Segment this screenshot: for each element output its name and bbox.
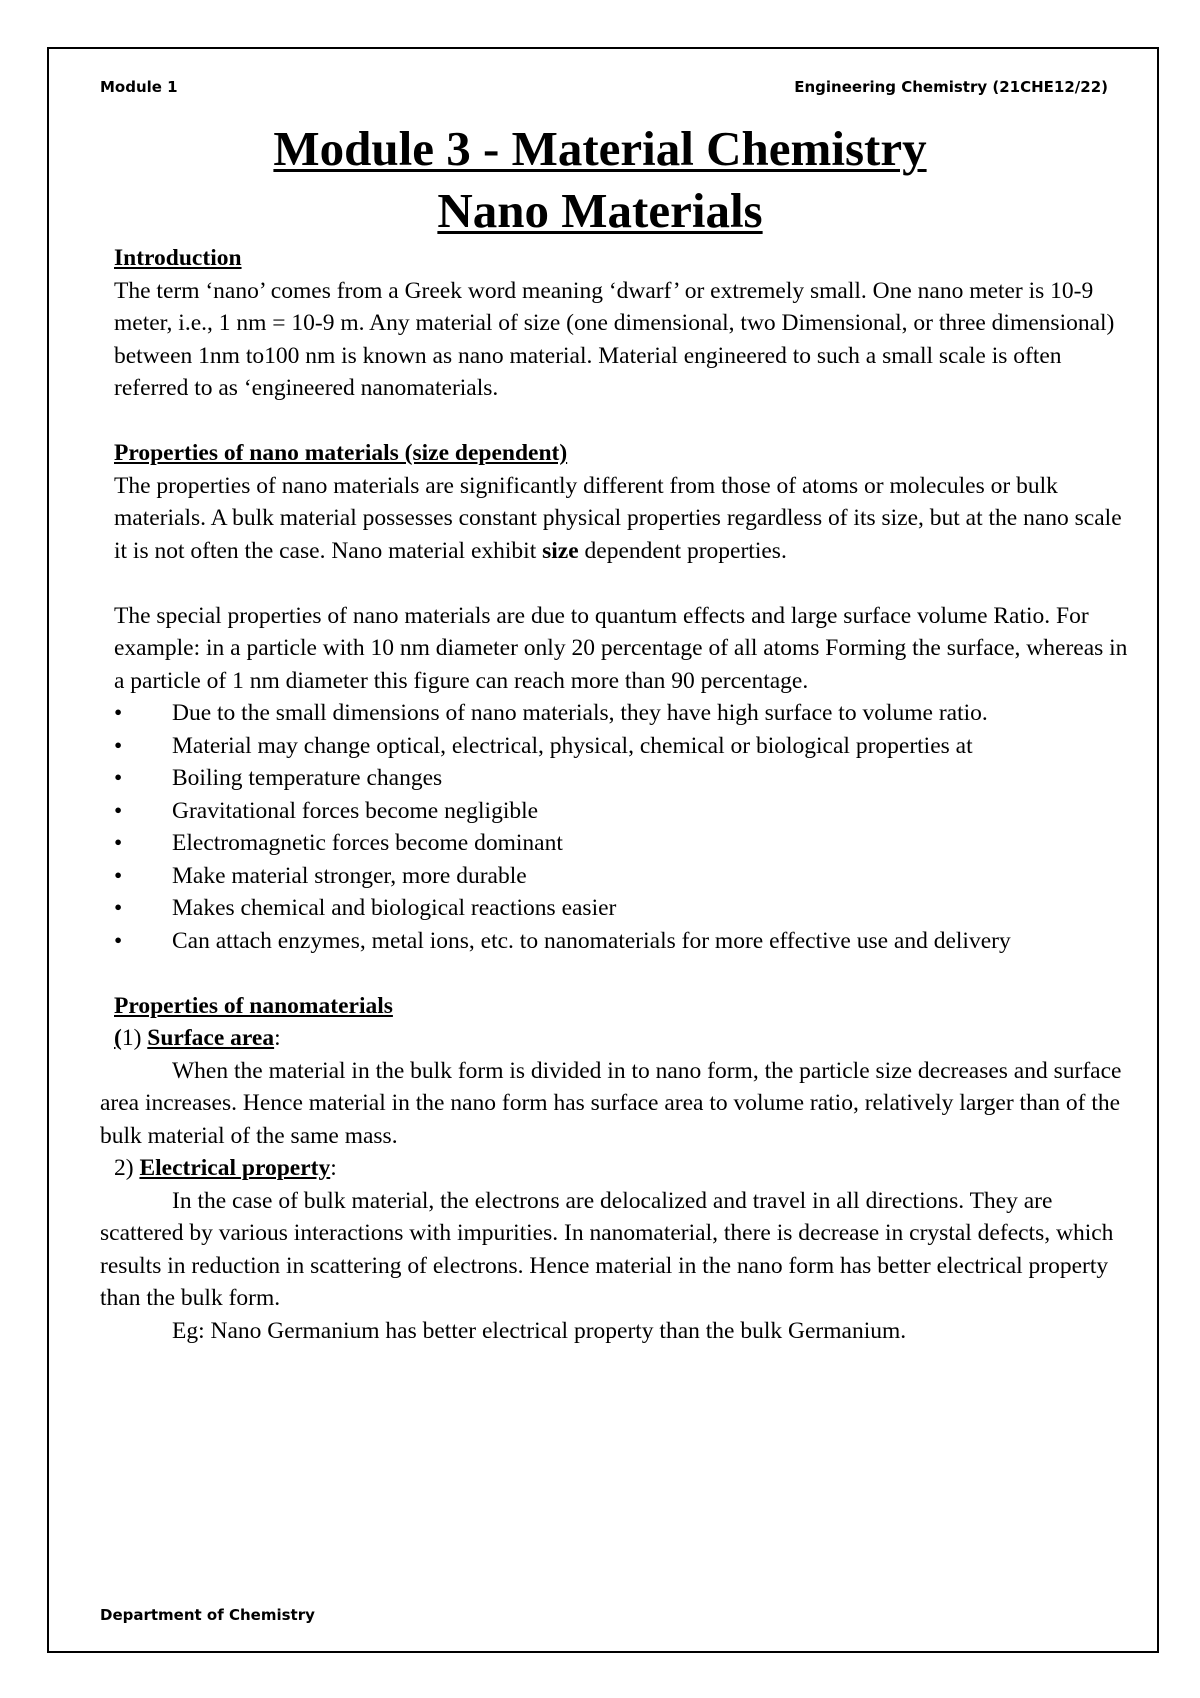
list-item-text: Material may change optical, electrical, physical, chemical or biological properties at xyxy=(172,732,973,759)
bullet-icon: • xyxy=(114,895,123,921)
colon-text: : xyxy=(274,1025,281,1051)
list-item-text: Gravitational forces become negligible xyxy=(172,797,539,824)
list-item xyxy=(100,762,1140,795)
paren-text: ( xyxy=(114,1025,122,1051)
list-item xyxy=(100,795,1140,828)
size-dependent-heading: Properties of nano materials (size dependent) xyxy=(114,440,568,466)
intro-paragraph: The term ‘nano’ comes from a Greek word meaning ‘dwarf’ or extremely small. One nano meter is 10-9 meter, i.e., 1 nm = 10-9 m. Any material of size (one dimensional, two Dimensional, or three dimensional) between 1nm to100 nm is known as nano material. Material engineered to such a small scale is often referred to as ‘engineered nanomaterials. xyxy=(114,277,1115,401)
bullet-icon: • xyxy=(114,700,123,726)
para-text: The properties of nano materials are significantly different from those of atoms or molecules or bulk materials. A bulk material possesses constant physical properties regardless of its size, but at the nano scale it is not often the case. Nano material exhibit xyxy=(114,472,1122,564)
para-bold-text: size xyxy=(542,537,579,564)
colon-text: : xyxy=(330,1155,337,1181)
list-item-text: Boiling temperature changes xyxy=(172,765,443,791)
para-text: dependent properties. xyxy=(578,537,787,564)
bullet-icon: • xyxy=(114,732,123,759)
example-text: Eg: Nano Germanium has better electrical property than the bulk Germanium. xyxy=(172,1317,907,1344)
list-item-text: Make material stronger, more durable xyxy=(172,862,527,889)
list-item-text: Electromagnetic forces become dominant xyxy=(172,830,563,856)
list-item-text: Due to the small dimensions of nano materials, they have high surface to volume ratio. xyxy=(172,700,988,726)
electrical-heading xyxy=(100,1152,1140,1185)
special-properties-paragraph: The special properties of nano materials are due to quantum effects and large surface volume Ratio. For example: in a particle with 10 nm diameter only 20 percentage of all atoms Forming the surface, whereas in a particle of 1 nm diameter this figure can reach more than 90 percentage. xyxy=(114,602,1128,694)
electrical-example xyxy=(100,1315,1140,1348)
list-item xyxy=(100,860,1140,893)
section-label: Electrical property xyxy=(139,1155,331,1181)
section-label: Surface area xyxy=(147,1025,275,1051)
page-title: Module 3 - Material Chemistry xyxy=(273,121,927,176)
bullet-icon: • xyxy=(114,765,123,791)
section-number: 2) xyxy=(114,1155,134,1181)
paragraph-text: When the material in the bulk form is divided in to nano form, the particle size decreases and surface area increases. Hence material in the nano form has surface area to volume ratio, relatively larger than of the bulk material of the same mass. xyxy=(100,1057,1122,1149)
paragraph-text: In the case of bulk material, the electrons are delocalized and travel in all directions. They are scattered by various interactions with impurities. In nanomaterial, there is decrease in crystal defects, which results in reduction in scattering of electrons. Hence material in the nano form has better electrical property than the bulk form. xyxy=(100,1187,1114,1311)
list-item xyxy=(100,827,1140,860)
list-item xyxy=(100,925,1140,958)
bullet-icon: • xyxy=(114,797,123,824)
document-body xyxy=(100,242,1140,1347)
surface-area-paragraph xyxy=(100,1055,1140,1153)
electrical-paragraph xyxy=(100,1185,1140,1315)
list-item xyxy=(100,730,1140,763)
list-item-text: Can attach enzymes, metal ions, etc. to nanomaterials for more effective use and delivery xyxy=(172,927,1011,954)
header-module: Module 1 xyxy=(100,78,178,96)
list-item xyxy=(100,892,1140,925)
intro-heading: Introduction xyxy=(114,245,242,271)
bullet-icon: • xyxy=(114,830,123,856)
footer-department: Department of Chemistry xyxy=(100,1606,315,1624)
size-dependent-paragraph xyxy=(100,470,1140,568)
section-number: 1) xyxy=(121,1025,142,1051)
header-course: Engineering Chemistry (21CHE12/22) xyxy=(794,78,1108,96)
list-item-text: Makes chemical and biological reactions easier xyxy=(172,895,617,921)
bullet-icon: • xyxy=(114,862,123,889)
properties-heading: Properties of nanomaterials xyxy=(114,992,393,1019)
page-subtitle: Nano Materials xyxy=(437,183,763,238)
surface-area-heading xyxy=(100,1022,1140,1055)
list-item xyxy=(100,697,1140,730)
bullet-icon: • xyxy=(114,927,123,954)
